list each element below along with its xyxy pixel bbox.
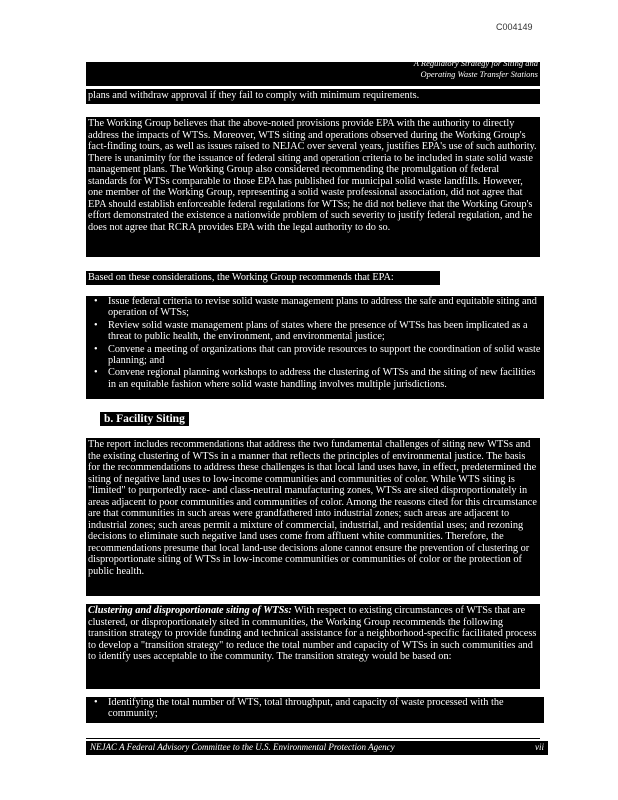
- header-line-1: A Regulatory Strategy for Siting and: [413, 58, 538, 68]
- paragraph-authority: The Working Group believes that the above-noted provisions provide EPA with the authority to directly address the impacts of WTSs. Moreover, WTS siting and operations observed during the Working Group's fact-finding tours, as well as issues raised to NEJAC over several years, justifies EPA's use of such authority. There is unanimity for the issuance of federal siting and operation criteria to be included in state solid waste management plans. The Working Group also considered recommending the promulgation of federal standards for WTSs comparable to those EPA has published for municipal solid waste landfills. However, one member of the Working Group, representing a solid waste professional association, did not agree that EPA should establish enforceable federal regulations for WTSs; he did not believe that the Working Group's effort demonstrated the existence a nationwide problem of such severity to justify federal regulation, and he does not agree that RCRA provides EPA with the legal authority to do so.: [86, 117, 540, 257]
- paragraph-continuation: plans and withdraw approval if they fail to comply with minimum requirements.: [86, 89, 540, 104]
- footer: [86, 741, 548, 755]
- footer-left: NEJAC A Federal Advisory Committee to the U.S. Environmental Protection Agency: [90, 742, 395, 752]
- page-id: C004149: [496, 22, 533, 32]
- list-item: • Issue federal criteria to revise solid waste management plans to address the safe and equitable siting and operation of WTSs;: [90, 296, 544, 319]
- transition-list: [86, 697, 544, 723]
- paragraph-siting: The report includes recommendations that address the two fundamental challenges of siting new WTSs and the existing clustering of WTSs in a manner that reflects the principles of environmental justice. The basis for the recommendations to address these challenges is that local land uses have, in effect, predetermined the siting of negative land uses to low-income communities and communities of color. While WTS siting is "limited" to purportedly race- and class-neutral manufacturing zones, WTSs are sited disproportionately in areas adjacent to poor communities and communities of color. Among the reasons cited for this circumstance are that communities in such areas were grandfathered into industrial zones; such areas are adjacent to industrial zones; such areas permit a mixture of commercial, industrial, and residential uses; and rezoning decisions to eliminate such negative land uses come from affluent white communities. Therefore, the recommendations presume that local land-use decisions alone cannot ensure the prevention of clustering or disproportionate siting of WTSs in low-income communities or communities of color or the protection of public health.: [86, 438, 540, 596]
- header-line-2: Operating Waste Transfer Stations: [420, 69, 538, 79]
- list-item: • Identifying the total number of WTS, total throughput, and capacity of waste processed with the community;: [90, 697, 544, 720]
- list-item: • Review solid waste management plans of states where the presence of WTSs has been implicated as a threat to public health, the environment, and environmental justice;: [90, 320, 544, 343]
- list-item: • Convene regional planning workshops to address the clustering of WTSs and the siting of new facilities in an equitable fashion where solid waste handling involves multiple jurisdictions.: [90, 367, 544, 390]
- footer-rule: [86, 738, 540, 739]
- clustering-body: With respect to existing circumstances of WTSs that are clustered, or disproportionately sited in communities, the Working Group recommends the following transition strategy to provide funding and technical assistance for a neighborhood-specific facilitated process to develop a "transition strategy" to reduce the total number and capacity of WTSs in such communities and to identify uses acceptable to the community. The transition strategy would be based on:: [88, 605, 537, 662]
- clustering-lead: Clustering and disproportionate siting of WTSs:: [88, 605, 292, 616]
- header-bar: [86, 58, 540, 86]
- paragraph-recommends: Based on these considerations, the Working Group recommends that EPA:: [86, 271, 440, 285]
- paragraph-clustering: [86, 604, 540, 689]
- page-number: vii: [535, 742, 544, 752]
- list-item: • Convene a meeting of organizations that can provide resources to support the coordination of solid waste planning; and: [90, 344, 544, 367]
- section-heading: b. Facility Siting: [100, 412, 189, 426]
- running-header: [414, 58, 538, 80]
- recommendation-list: [86, 296, 544, 399]
